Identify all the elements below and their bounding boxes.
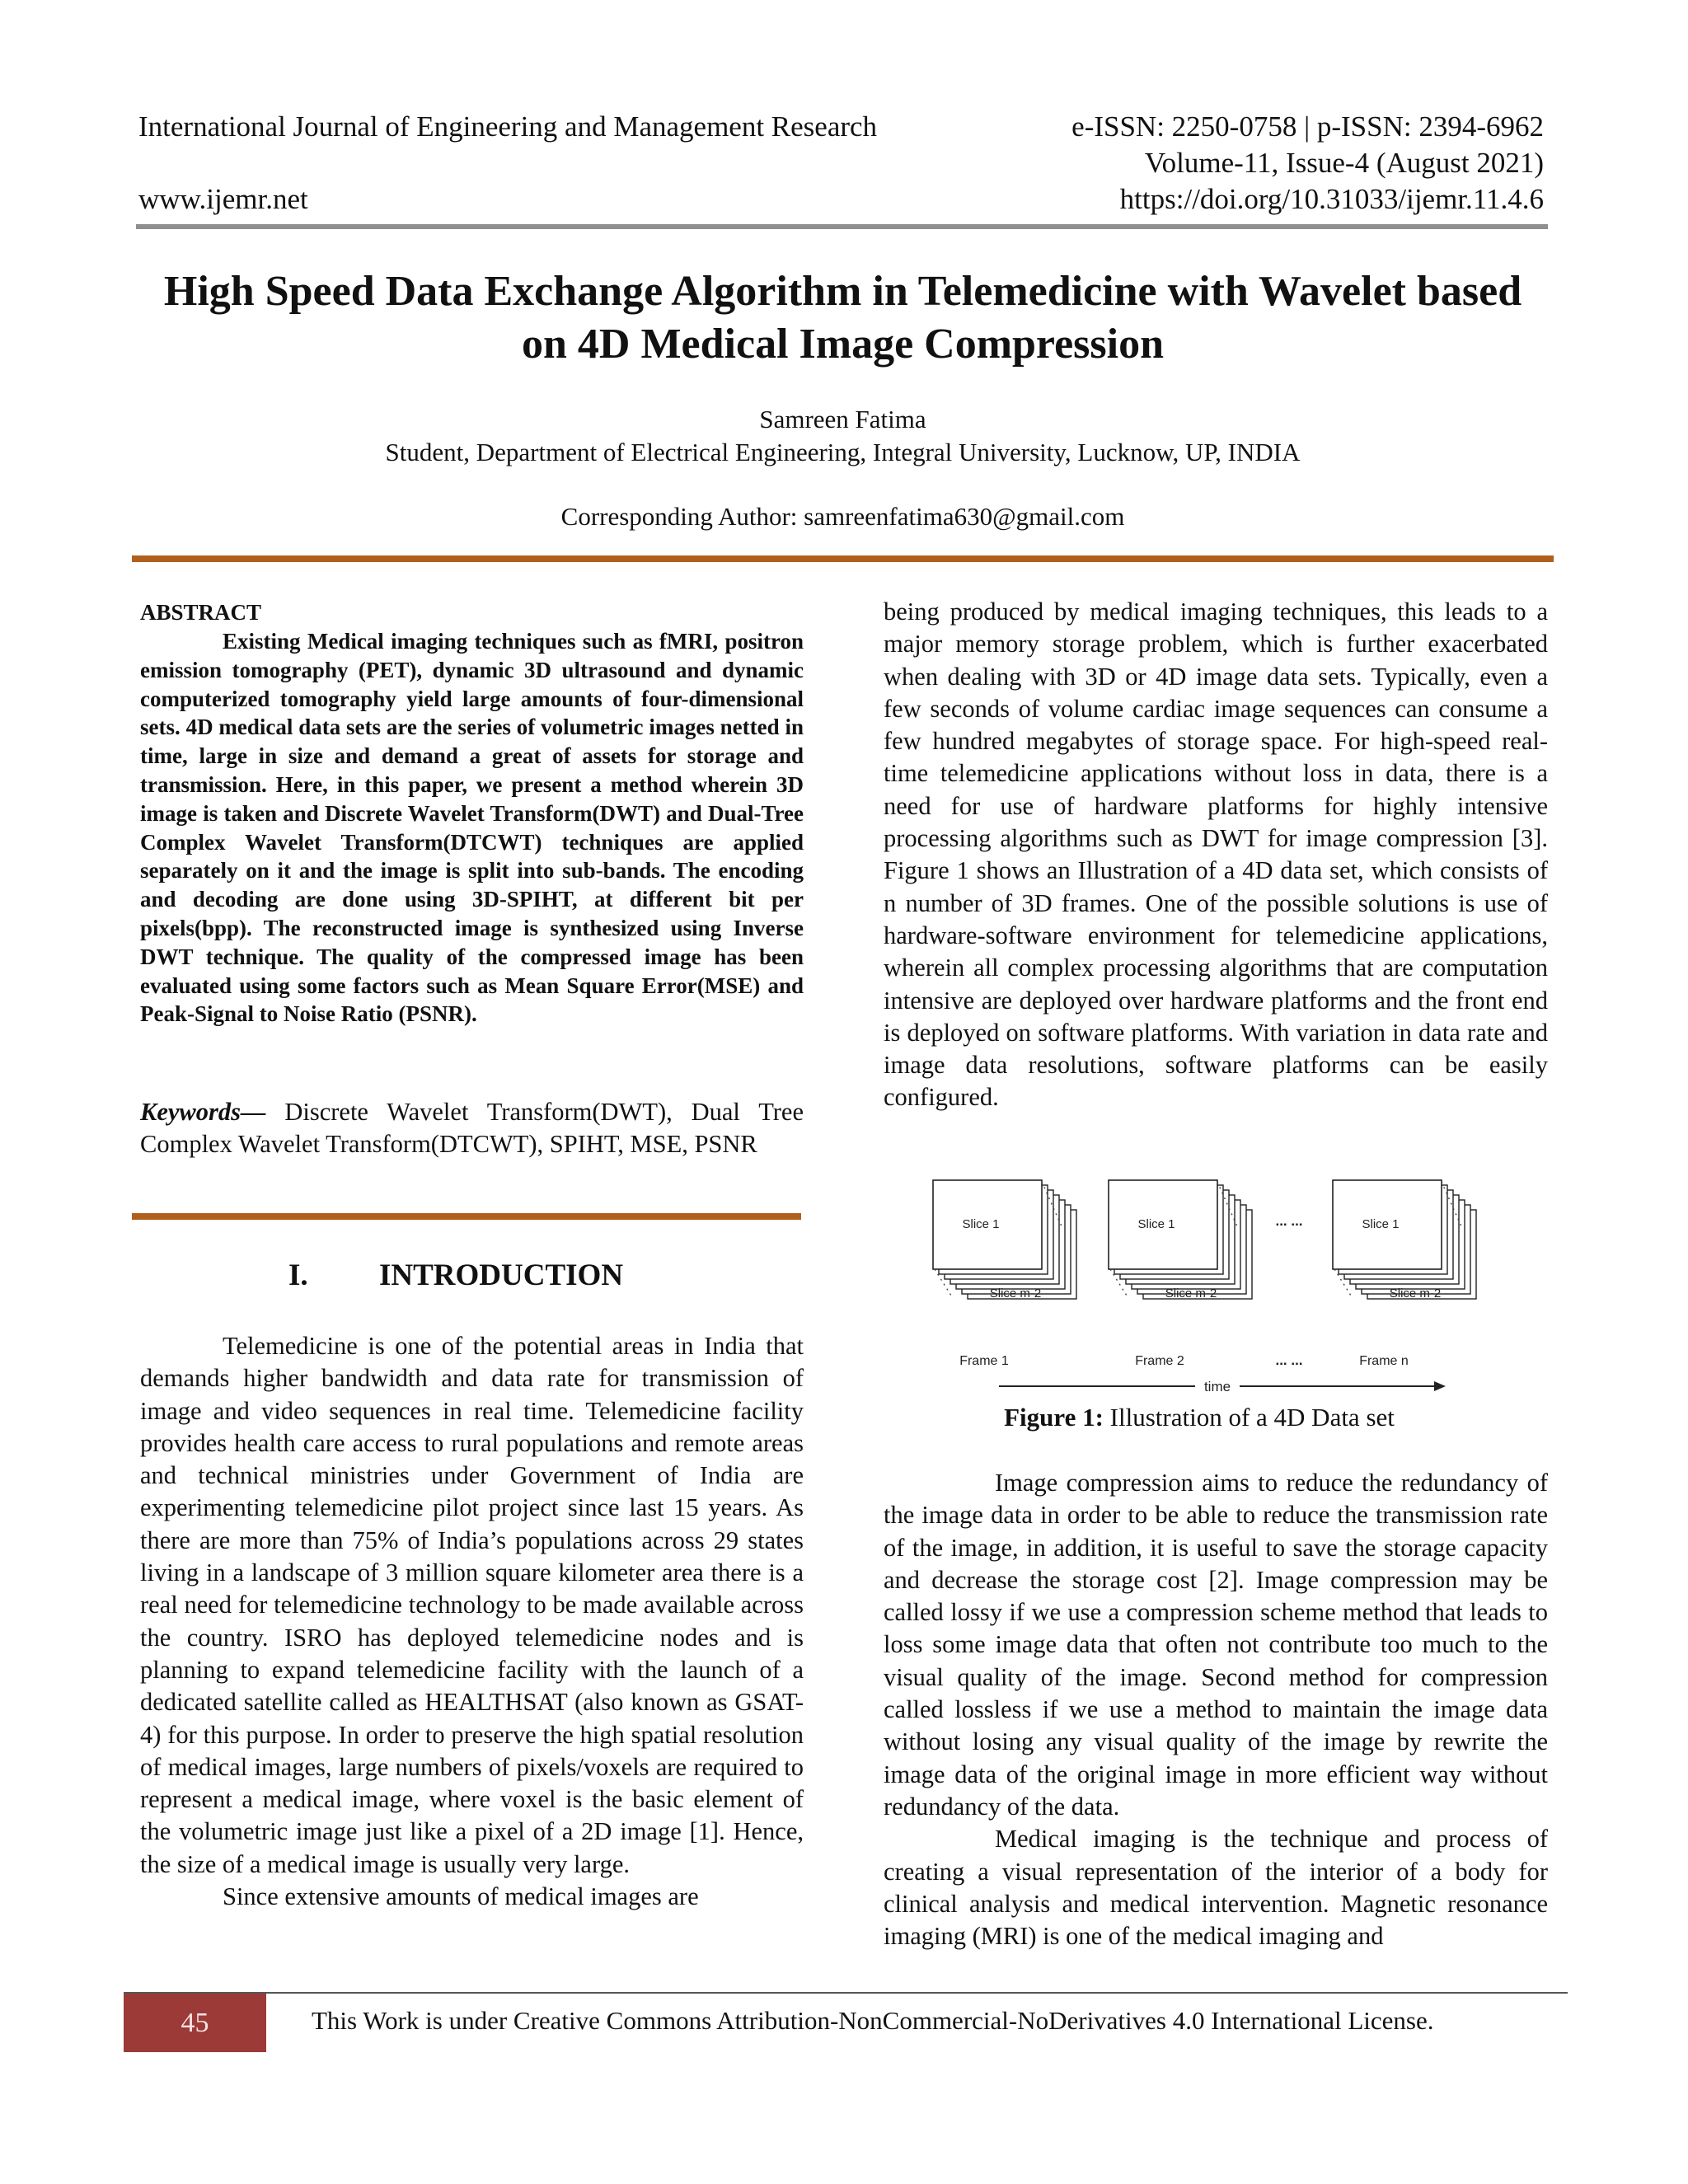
header-divider: [136, 224, 1548, 229]
volume-issue: Volume-11, Issue-4 (August 2021): [1144, 147, 1544, 179]
slice-top-label: Slice 1: [962, 1217, 1000, 1231]
corresponding-author[interactable]: Corresponding Author: samreenfatima630@gmail.com: [560, 502, 1125, 531]
title-line-1: High Speed Data Exchange Algorithm in Telemedicine with Wavelet based: [163, 268, 1522, 315]
section-title: INTRODUCTION: [379, 1258, 624, 1292]
intro-paragraph-3: being produced by medical imaging techniques, this leads to a major memory storage problem, which is further exacerbated when dealing with 3D or 4D image data sets. Typically, even a few seconds of volume cardiac image sequences can consume a few hundred megabytes of storage space. For high-speed real-time telemedicine applications without loss in data, there is a need for use of hardware platforms for highly intensive processing algorithms such as DWT for image compression [3]. Figure 1 shows an Illustration of a 4D data set, which consists of n number of 3D frames. One of the possible solutions is use of hardware-software environment for telemedicine applications, wherein all complex processing algorithms that are computation intensive are deployed over hardware platforms and the front end is deployed on software platforms. With variation in data rate and image data resolutions, software platforms can be easily configured.: [884, 598, 1548, 1112]
figure-ellipsis-bottom: ... ...: [1275, 1352, 1303, 1368]
slice-bottom-label: Slice m-2: [1165, 1286, 1217, 1301]
frame-stack-2: [1109, 1180, 1252, 1368]
abstract-divider: [132, 1213, 801, 1220]
website-link[interactable]: www.ijemr.net: [138, 183, 308, 215]
journal-name: International Journal of Engineering and Management Research: [138, 110, 878, 143]
keywords-text: Discrete Wavelet Transform(DWT), Dual Tree Complex Wavelet Transform(DTCWT), SPIHT, MSE, PSNR: [140, 1098, 804, 1159]
time-label: time: [1203, 1379, 1231, 1394]
frame-label: Frame 1: [959, 1354, 1009, 1368]
page-number: 45: [124, 1994, 266, 2052]
intro-paragraph-1: Telemedicine is one of the potential areas in India that demands higher bandwidth and data rate for transmission of image and video sequences in real time. Telemedicine facility provides health care access to rural populations and remote areas and technical ministries under Government of India are experimenting telemedicine pilot project since last 15 years. As there are more than 75% of India’s populations across 29 states living in a landscape of 3 million square kilometer area there is a real need for telemedicine technology to be made available across the country. ISRO has deployed telemedicine nodes and is planning to expand telemedicine facility with the launch of a dedicated satellite called as HEALTHSAT (also known as GSAT-4) for this purpose. In order to preserve the high spatial resolution of medical images, large numbers of pixels/voxels are required to represent a medical image, where voxel is the basic element of the volumetric image just like a pixel of a 2D image [1]. Hence, the size of a medical image is usually very large.: [140, 1332, 804, 1878]
figure-ellipsis-top: ... ...: [1275, 1213, 1303, 1229]
section-number: I.: [288, 1258, 308, 1292]
figure-caption: [882, 1401, 1517, 1434]
title-line-2: on 4D Medical Image Compression: [521, 321, 1164, 368]
abstract-body: [140, 627, 804, 1029]
medical-imaging-paragraph: Medical imaging is the technique and process of creating a visual representation of the interior of a body for clinical analysis and medical intervention. Magnetic resonance imaging (MRI) is one of the medical imaging and: [884, 1825, 1548, 1951]
right-column-top: [884, 596, 1548, 1114]
keywords: [140, 1096, 804, 1161]
author-name: Samreen Fatima: [759, 405, 926, 434]
title-divider: [132, 555, 1554, 562]
intro-paragraph-2: Since extensive amounts of medical images are: [223, 1882, 699, 1911]
figure-caption-label: Figure 1:: [1004, 1403, 1104, 1432]
time-arrow-head: [1434, 1381, 1446, 1391]
compression-paragraph: Image compression aims to reduce the redundancy of the image data in order to be able to reduce the transmission rate of the image, in addition, it is useful to save the storage capacity and decrease the storage cost [2]. Image compression may be called lossy if we use a compression scheme method that leads to loss some image data that often not contribute too much to the visual quality of the image. Second method for compression called lossless if we use a method to maintain the image data without losing any visual quality of the image by rewrite the image data of the original image in more efficient way without redundancy of the data.: [884, 1469, 1548, 1821]
intro-left-column: [140, 1330, 804, 1913]
frame-stack-3: [1333, 1180, 1476, 1368]
frame-label: Frame 2: [1135, 1354, 1184, 1368]
section-heading: [288, 1258, 623, 1294]
abstract-heading: ABSTRACT: [140, 600, 262, 625]
slice-top-label: Slice 1: [1137, 1217, 1175, 1231]
slice-bottom-label: Slice m-2: [1389, 1286, 1442, 1301]
figure-caption-text: Illustration of a 4D Data set: [1103, 1403, 1395, 1432]
issn: e-ISSN: 2250-0758 | p-ISSN: 2394-6962: [1071, 110, 1544, 143]
figure-4d-data-set: [923, 1177, 1492, 1399]
paper-title: [124, 265, 1562, 371]
doi-link[interactable]: https://doi.org/10.31033/ijemr.11.4.6: [1119, 183, 1544, 215]
slice-bottom-label: Slice m-2: [989, 1286, 1042, 1301]
footer-divider: [124, 1992, 1568, 1994]
right-column-bottom: [884, 1467, 1548, 1952]
author-affiliation: Student, Department of Electrical Engineering, Integral University, Lucknow, UP, INDIA: [385, 438, 1301, 466]
frame-label: Frame n: [1359, 1354, 1409, 1368]
license-text: This Work is under Creative Commons Attribution-NonCommercial-NoDerivatives 4.0 International License.: [312, 2006, 1434, 2035]
frame-stack-1: [933, 1180, 1076, 1368]
abstract-paragraph: Existing Medical imaging techniques such as fMRI, positron emission tomography (PET), dynamic 3D ultrasound and dynamic computerized tomography yield large amounts of four-dimensional sets. 4D medical data sets are the series of volumetric images netted in time, large in size and demand a great of assets for storage and transmission. Here, in this paper, we present a method wherein 3D image is taken and Discrete Wavelet Transform(DWT) and Dual-Tree Complex Wavelet Transform(DTCWT) techniques are applied separately on it and the image is split into sub-bands. The encoding and decoding are done using 3D-SPIHT, at different bit per pixels(bpp). The reconstructed image is synthesized using Inverse DWT technique. The quality of the compressed image has been evaluated using some factors such as Mean Square Error(MSE) and Peak-Signal to Noise Ratio (PSNR).: [140, 629, 804, 1027]
slice-top-label: Slice 1: [1362, 1217, 1400, 1231]
keywords-label: Keywords—: [140, 1098, 266, 1126]
